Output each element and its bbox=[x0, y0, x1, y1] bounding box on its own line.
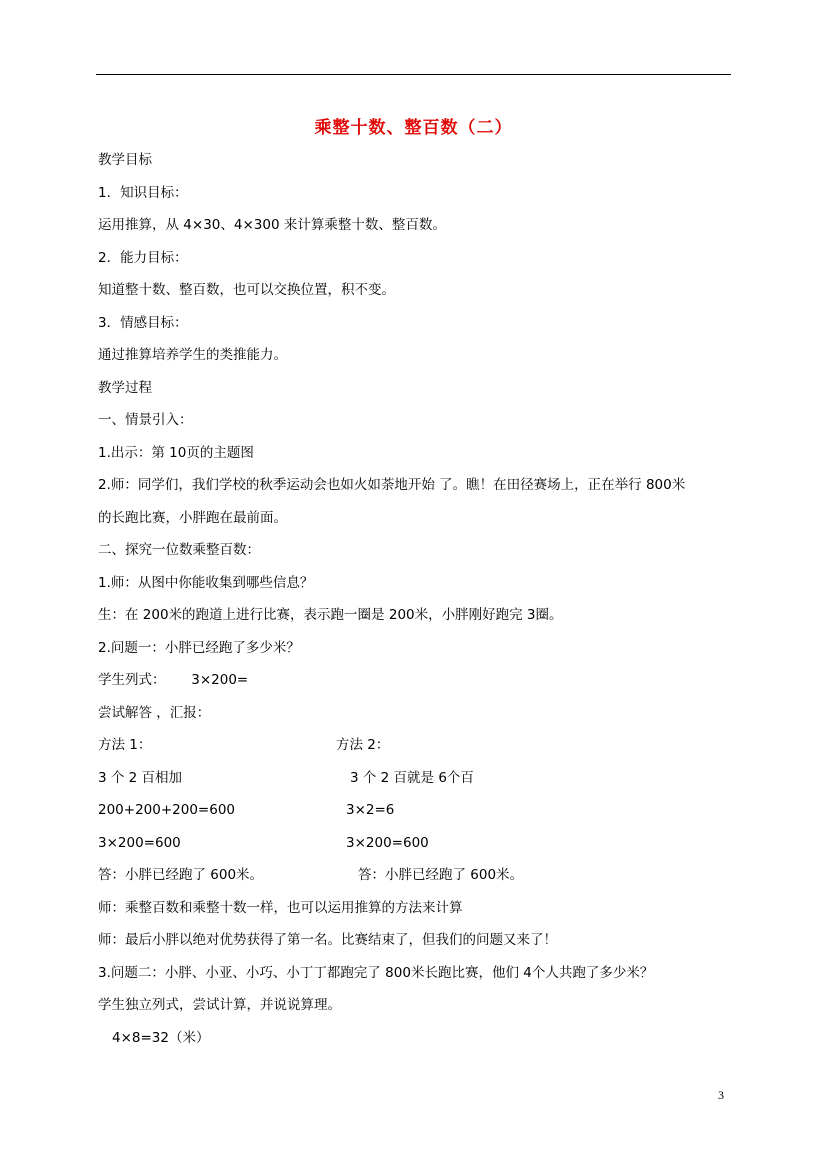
step-2-item-1: 1.师：从图中你能收集到哪些信息？ bbox=[98, 575, 314, 591]
method-1-answer: 答：小胖已经跑了 600米。 bbox=[98, 867, 264, 883]
method-2-line-3: 3×200=600 bbox=[346, 835, 429, 851]
section-heading-process: 教学过程 bbox=[98, 380, 152, 396]
step-2-heading: 二、探究一位数乘整百数： bbox=[98, 542, 260, 558]
method-1-heading: 方法 1： bbox=[98, 737, 152, 753]
student-expression: 学生列式： 3×200= bbox=[98, 672, 249, 688]
objective-3-text: 通过推算培养学生的类推能力。 bbox=[98, 347, 287, 363]
teacher-remark-2: 师：最后小胖以绝对优势获得了第一名。比赛结束了，但我们的问题又来了！ bbox=[98, 932, 557, 948]
calculation: 4×8=32（米） bbox=[112, 1030, 210, 1046]
method-1-line-2: 200+200+200=600 bbox=[98, 802, 236, 818]
section-heading-objectives: 教学目标 bbox=[98, 152, 152, 168]
step-1-item-2-cont: 的长跑比赛，小胖跑在最前面。 bbox=[98, 510, 287, 526]
objective-3-heading: 3．情感目标： bbox=[98, 315, 188, 331]
question-2: 3.问题二：小胖、小亚、小巧、小丁丁都跑完了 800米长跑比赛，他们 4个人共跑了多少米？ bbox=[98, 965, 654, 981]
header-rule bbox=[96, 74, 731, 75]
teacher-remark-1: 师：乘整百数和乘整十数一样，也可以运用推算的方法来计算 bbox=[98, 900, 463, 916]
method-2-line-1: 3 个 2 百就是 6个百 bbox=[350, 770, 474, 786]
step-1-item-2: 2.师：同学们，我们学校的秋季运动会也如火如荼地开始 了。瞧！在田径赛场上，正在举行 800米 bbox=[98, 477, 686, 493]
objective-1-text: 运用推算，从 4×30、4×300 来计算乘整十数、整百数。 bbox=[98, 217, 446, 233]
attempt-report: 尝试解答 ，汇报： bbox=[98, 705, 211, 721]
page-number: 3 bbox=[718, 1088, 724, 1102]
student-instruction: 学生独立列式，尝试计算，并说说算理。 bbox=[98, 997, 341, 1013]
objective-2-text: 知道整十数、整百数，也可以交换位置，积不变。 bbox=[98, 282, 395, 298]
method-1-line-1: 3 个 2 百相加 bbox=[98, 770, 183, 786]
step-1-heading: 一、情景引入： bbox=[98, 412, 193, 428]
student-answer: 生：在 200米的跑道上进行比赛，表示跑一圈是 200米，小胖刚好跑完 3圈。 bbox=[98, 607, 563, 623]
method-2-line-2: 3×2=6 bbox=[346, 802, 395, 818]
objective-2-heading: 2．能力目标： bbox=[98, 250, 188, 266]
step-1-item-1: 1.出示：第 10页的主题图 bbox=[98, 445, 254, 461]
method-2-answer: 答：小胖已经跑了 600米。 bbox=[358, 867, 524, 883]
method-1-line-3: 3×200=600 bbox=[98, 835, 181, 851]
objective-1-heading: 1．知识目标： bbox=[98, 185, 188, 201]
question-1: 2.问题一：小胖已经跑了多少米？ bbox=[98, 640, 300, 656]
method-2-heading: 方法 2： bbox=[336, 737, 390, 753]
page-title: 乘整十数、整百数（二） bbox=[314, 118, 513, 138]
